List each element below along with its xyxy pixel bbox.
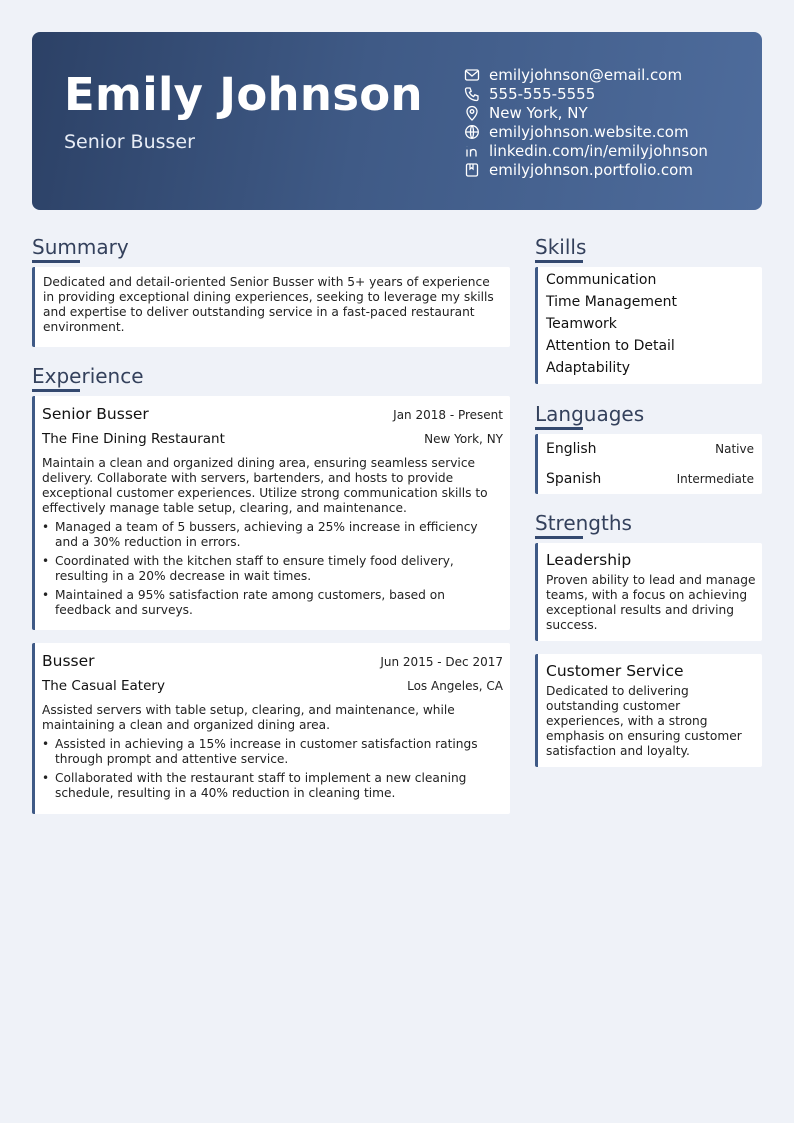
candidate-title: Senior Busser — [64, 131, 195, 153]
language-level: Native — [715, 442, 754, 456]
language-row — [538, 434, 762, 464]
contact-list — [464, 65, 708, 179]
linkedin-icon — [464, 143, 480, 159]
summary-heading: Summary — [32, 235, 129, 259]
skill-item: Time Management — [546, 294, 677, 310]
experience-heading: Experience — [32, 364, 144, 388]
skill-item: Adaptability — [546, 360, 631, 376]
skill-item: Attention to Detail — [546, 338, 675, 354]
candidate-name: Emily Johnson — [64, 68, 423, 121]
languages-underline — [535, 427, 583, 430]
location-pin-icon — [464, 105, 480, 121]
contact-email[interactable] — [464, 65, 708, 84]
strength-description: Dedicated to delivering outstanding customer experiences, with a strong emphasis on ensuring customer satisfaction and loyalty. — [546, 684, 742, 758]
strength-title: Leadership — [546, 551, 632, 569]
job-location: New York, NY — [424, 432, 503, 446]
job-achievements — [35, 520, 510, 618]
skills-underline — [535, 260, 583, 263]
language-level: Intermediate — [676, 472, 754, 486]
job-description: Maintain a clean and organized dining area, ensuring seamless service delivery. Collaborate with servers, bartenders, and hosts to provide exceptional customer experiences. Utilize strong communication skills to effectively manage table setup, clearing, and maintenance. — [42, 456, 488, 515]
job-achievements — [35, 737, 510, 801]
job-dates: Jan 2018 - Present — [393, 408, 503, 422]
strengths-heading: Strengths — [535, 511, 632, 535]
skills-card — [535, 267, 762, 384]
language-row — [538, 464, 762, 494]
globe-icon — [464, 124, 480, 140]
language-name: English — [546, 441, 597, 457]
job-company: The Casual Eatery — [42, 678, 165, 694]
experience-card — [32, 396, 510, 630]
job-header — [35, 643, 510, 670]
achievement-item: • Assisted in achieving a 15% increase in customer satisfaction ratings through prompt and attentive service. — [42, 737, 502, 767]
resume-header — [32, 32, 762, 210]
job-dates: Jun 2015 - Dec 2017 — [380, 655, 503, 669]
contact-phone-text: 555-555-5555 — [489, 84, 596, 103]
achievement-item: • Coordinated with the kitchen staff to ensure timely food delivery, resulting in a 20% decrease in wait times. — [42, 554, 502, 584]
contact-website-text: emilyjohnson.website.com — [489, 122, 689, 141]
summary-text: Dedicated and detail-oriented Senior Busser with 5+ years of experience in providing exceptional dining experiences, seeking to leverage my skills and expertise to deliver outstanding service in a fast-paced restaurant environment. — [43, 275, 494, 334]
job-location: Los Angeles, CA — [407, 679, 503, 693]
summary-card — [32, 267, 510, 347]
contact-portfolio[interactable] — [464, 160, 708, 179]
contact-linkedin-text: linkedin.com/in/emilyjohnson — [489, 141, 708, 160]
job-subheader — [35, 670, 510, 694]
experience-underline — [32, 389, 80, 392]
strengths-underline — [535, 536, 583, 539]
job-role: Busser — [42, 652, 95, 670]
summary-underline — [32, 260, 80, 263]
portfolio-icon — [464, 162, 480, 178]
strength-title: Customer Service — [546, 662, 684, 680]
languages-card — [535, 434, 762, 494]
achievement-item: • Collaborated with the restaurant staff to implement a new cleaning schedule, resulting in a 40% reduction in cleaning time. — [42, 771, 502, 801]
skills-heading: Skills — [535, 235, 587, 259]
job-description: Assisted servers with table setup, clearing, and maintenance, while maintaining a clean and organized dining area. — [42, 703, 455, 732]
contact-linkedin[interactable] — [464, 141, 708, 160]
contact-website[interactable] — [464, 122, 708, 141]
achievement-item: • Managed a team of 5 bussers, achieving a 25% increase in efficiency and a 30% reduction in errors. — [42, 520, 502, 550]
strength-description: Proven ability to lead and manage teams, with a focus on achieving exceptional results and driving success. — [546, 573, 756, 632]
job-header — [35, 396, 510, 423]
skill-item: Communication — [546, 272, 657, 288]
skill-item: Teamwork — [546, 316, 617, 332]
strength-card — [535, 543, 762, 641]
contact-phone[interactable] — [464, 84, 708, 103]
strength-card — [535, 654, 762, 767]
experience-card — [32, 643, 510, 814]
job-company: The Fine Dining Restaurant — [42, 431, 225, 447]
mail-icon — [464, 67, 480, 83]
job-role: Senior Busser — [42, 405, 149, 423]
language-name: Spanish — [546, 471, 602, 487]
achievement-item: • Maintained a 95% satisfaction rate among customers, based on feedback and surveys. — [42, 588, 502, 618]
contact-location-text: New York, NY — [489, 103, 588, 122]
contact-portfolio-text: emilyjohnson.portfolio.com — [489, 160, 693, 179]
contact-location — [464, 103, 708, 122]
languages-heading: Languages — [535, 402, 645, 426]
phone-icon — [464, 86, 480, 102]
job-subheader — [35, 423, 510, 447]
contact-email-text: emilyjohnson@email.com — [489, 65, 683, 84]
